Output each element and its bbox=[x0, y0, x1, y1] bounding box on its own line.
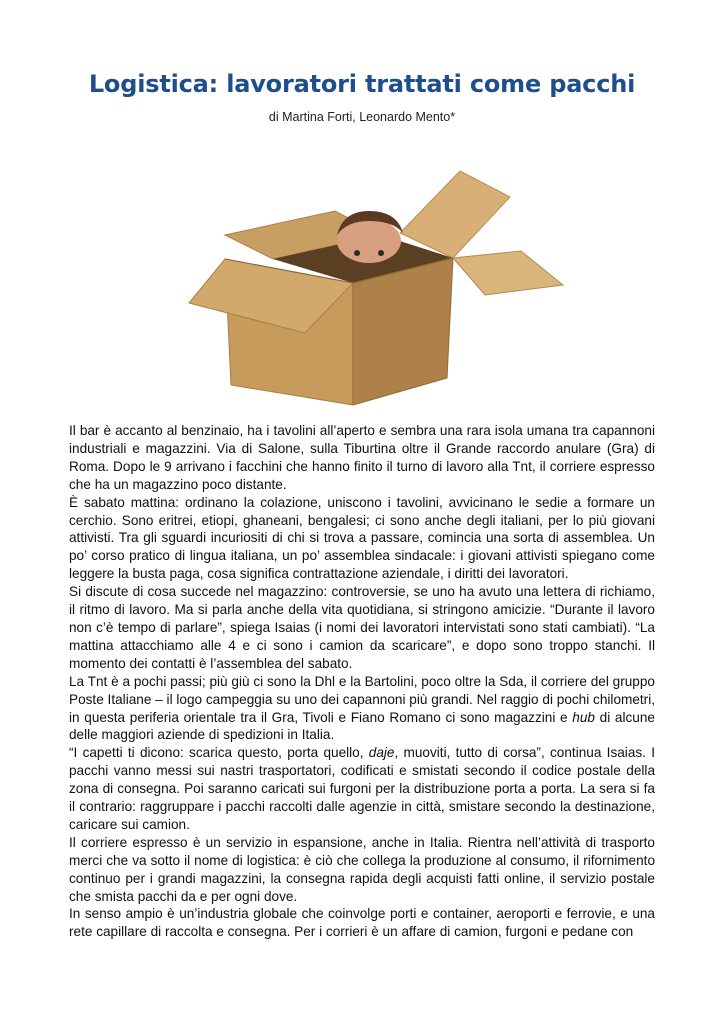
paragraph-5 bbox=[69, 744, 655, 834]
paragraph-5-emphasis: daje bbox=[368, 745, 395, 761]
paragraph-6: Il corriere espresso è un servizio in espansione, anche in Italia. Rientra nell’attività di trasporto merci che va sotto il nome di logistica: è ciò che collega la produzione al consumo, il rifornimento continuo per i grandi magazzini, la consegna rapida degli acquisti fatti online, il servizio postale che smista pacchi da e per ogni dove. bbox=[69, 834, 655, 904]
cardboard-box-illustration bbox=[185, 163, 565, 408]
article-byline: di Martina Forti, Leonardo Mento* bbox=[268, 110, 456, 124]
paragraph-3: Si discute di cosa succede nel magazzino: controversie, se uno ha avuto una lettera di richiamo, il ritmo di lavoro. Ma si parla anche della vita quotidiana, si stringono amicizie. “Durante il lavoro non c’è tempo di parlare”, spiega Isaias (i nomi dei lavoratori intervistati sono stati cambiati). “La mattina attacchiamo alle 4 e ci sono i camion da scaricare”, e dopo sono troppo stanchi. Il momento dei contatti è l’assemblea del sabato. bbox=[69, 584, 655, 671]
paragraph-5-text-before: “I capetti ti dicono: scarica questo, porta quello, bbox=[69, 745, 369, 761]
paragraph-4-emphasis: hub bbox=[572, 709, 595, 725]
paragraph-7: In senso ampio è un’industria globale che coinvolge porti e container, aeroporti e ferrovie, e una rete capillare di raccolta e consegna. Per i corrieri è un affare di camion, furgoni e pedane con bbox=[69, 906, 655, 940]
article-title: Logistica: lavoratori trattati come pacchi bbox=[88, 70, 636, 98]
article-photo bbox=[185, 163, 565, 408]
paragraph-2: È sabato mattina: ordinano la colazione, uniscono i tavolini, avvicinano le sedie a formare un cerchio. Sono eritrei, etiopi, ghaneani, bengalesi; ci sono anche degli italiani, per lo più giovani attivisti. Tra gli sguardi incuriositi di chi si trova a passare, comincia una sorta di assemblea. Un po’ corso pratico di lingua italiana, un po’ assemblea sindacale: i giovani attivisti spiegano come leggere la busta paga, cosa significa contrattazione aziendale, i diritti dei lavoratori. bbox=[69, 494, 655, 582]
paragraph-1: Il bar è accanto al benzinaio, ha i tavolini all’aperto e sembra una rara isola umana tra capannoni industriali e magazzini. Via di Salone, sulla Tiburtina oltre il Grande raccordo anulare (Gra) di Roma. Dopo le 9 arrivano i facchini che hanno finito il turno di lavoro alla Tnt, il corriere espresso che ha un magazzino poco distante. bbox=[69, 423, 655, 492]
article-body bbox=[69, 422, 655, 941]
paragraph-5-text-after: , muoviti, tutto di corsa”, continua Isaias. I pacchi vanno messi sui nastri trasportatori, codificati e smistati secondo il codice postale della zona di consegna. Poi saranno caricati sui furgoni per la distribuzione porta a porta. La sera si fa il contrario: raggruppare i pacchi raccolti dalle agenzie in città, smistare secondo la destinazione, caricare sui camion. bbox=[69, 745, 655, 832]
paragraph-4 bbox=[69, 673, 655, 745]
paragraph-4-text-before: La Tnt è a pochi passi; più giù ci sono la Dhl e la Bartolini, poco oltre la Sda, il corriere del gruppo Poste Italiane – il logo campeggia su uno dei capannoni più grandi. Nel raggio di pochi chilometri, in questa periferia orientale tra il Gra, Tivoli e Fiano Romano ci sono magazzini e bbox=[69, 673, 655, 725]
paragraph-4-text-after: di alcune delle maggiori aziende di spedizioni in Italia. bbox=[69, 709, 655, 743]
